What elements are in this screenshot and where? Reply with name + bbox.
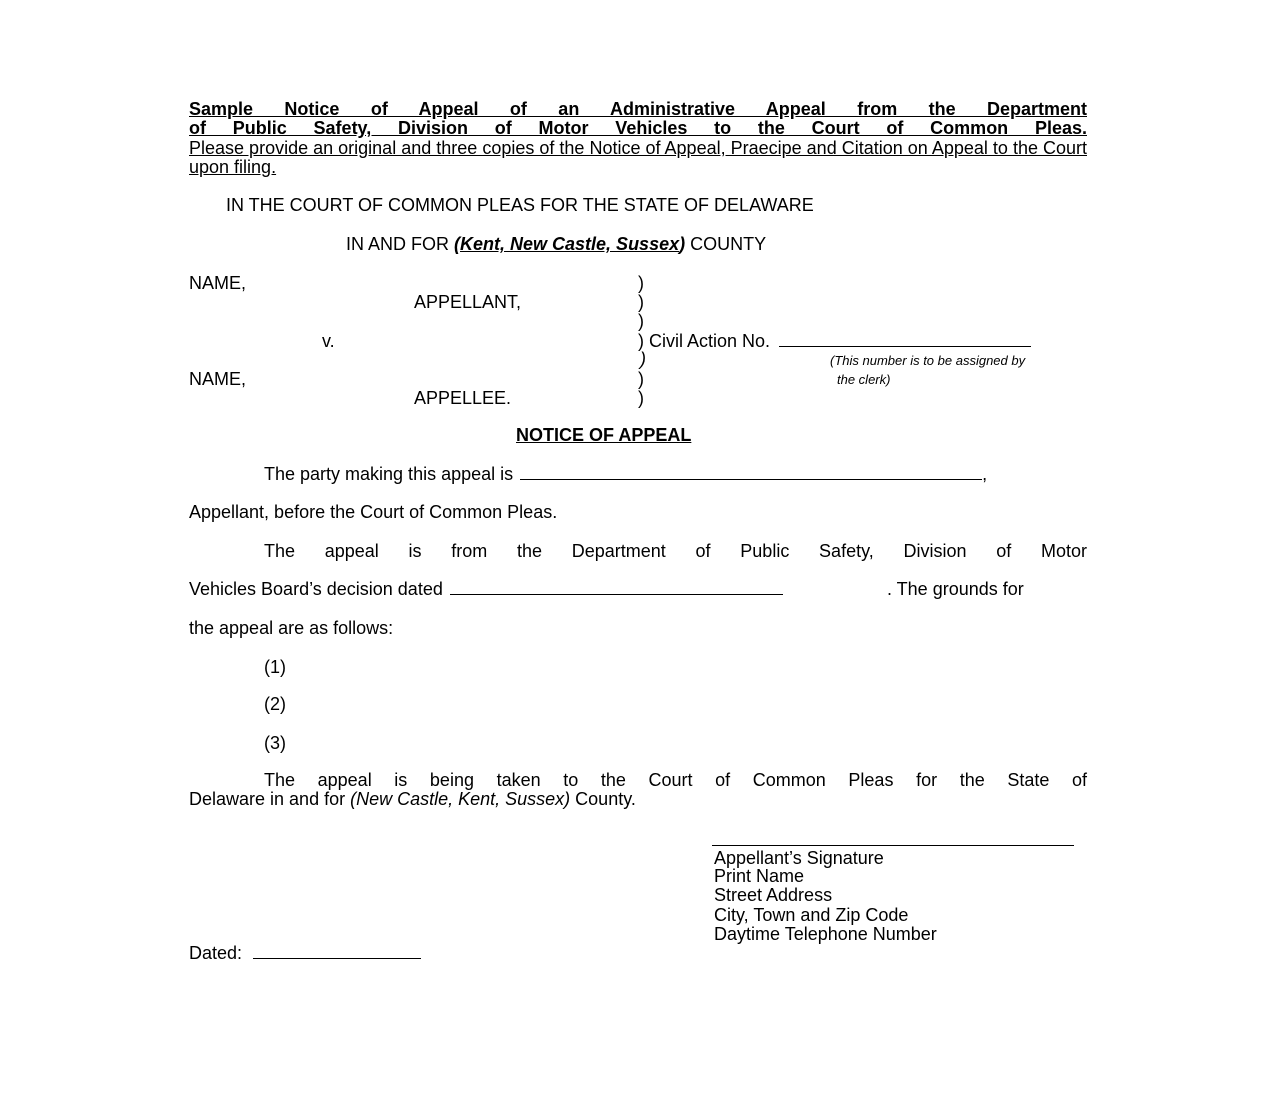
decision-date-blank[interactable] <box>450 580 783 595</box>
dated-row <box>189 943 421 963</box>
caption-paren: ) <box>638 388 644 408</box>
taken-to-line-1: The appeal is being taken to the Court of Common Pleas for the State of <box>264 770 1087 790</box>
civil-action-row <box>638 331 1031 351</box>
appellant-label: APPELLANT, <box>414 292 522 312</box>
ground-item: (2) <box>264 694 286 714</box>
party-name-blank[interactable] <box>520 465 982 480</box>
decision-line: Vehicles Board’s decision dated <box>189 579 783 599</box>
title-line-2: of Public Safety, Division of Motor Vehicles to the Court of Common Pleas. <box>189 118 1087 138</box>
dated-label: Dated: <box>189 943 243 963</box>
civil-action-number-blank[interactable] <box>779 332 1031 347</box>
clerk-note-line-2: the clerk) <box>837 372 891 387</box>
appellant-name: NAME, <box>189 273 247 293</box>
appellee-label: APPELLEE. <box>414 388 512 408</box>
ground-item: (1) <box>264 657 286 677</box>
civil-action-label: ) Civil Action No. <box>638 331 771 351</box>
appellant-before-line: Appellant, before the Court of Common Pleas. <box>189 502 558 522</box>
filing-instruction: Please provide an original and three copies of the Notice of Appeal, Praecipe and Citation on Appeal to the Court upon filing. <box>189 138 1087 177</box>
party-line: The party making this appeal is , <box>264 464 988 484</box>
ground-item: (3) <box>264 733 286 753</box>
signature-line[interactable] <box>712 845 1074 846</box>
caption-paren: ) <box>638 273 644 293</box>
title-line-1: Sample Notice of Appeal of an Administrative Appeal from the Department <box>189 99 1087 119</box>
caption-paren: ) <box>638 292 644 312</box>
appeal-from-line: The appeal is from the Department of Public Safety, Division of Motor <box>264 541 1087 561</box>
grounds-for-text: . The grounds for <box>887 579 1024 599</box>
county-choice: (New Castle, Kent, Sussex) <box>350 789 571 809</box>
signature-label: Appellant’s Signature <box>714 848 884 868</box>
print-name-label: Print Name <box>714 866 805 886</box>
city-zip-label: City, Town and Zip Code <box>714 905 909 925</box>
caption-paren: ) <box>638 311 644 331</box>
county-options: Kent, New Castle, Sussex <box>460 234 680 254</box>
caption-paren: ) <box>640 349 646 369</box>
notice-heading: NOTICE OF APPEAL <box>516 425 692 445</box>
dated-blank[interactable] <box>253 944 421 959</box>
caption-paren: ) <box>638 369 644 389</box>
telephone-label: Daytime Telephone Number <box>714 924 937 944</box>
grounds-intro: the appeal are as follows: <box>189 618 394 638</box>
street-address-label: Street Address <box>714 885 833 905</box>
taken-to-line-2: Delaware in and for (New Castle, Kent, Sussex) County. <box>189 789 636 809</box>
versus-label: v. <box>322 331 335 351</box>
county-heading: IN AND FOR (Kent, New Castle, Sussex) COUNTY <box>346 234 767 254</box>
clerk-note-line-1: (This number is to be assigned by <box>830 353 1026 368</box>
appellee-name: NAME, <box>189 369 247 389</box>
court-heading: IN THE COURT OF COMMON PLEAS FOR THE STATE OF DELAWARE <box>226 195 814 215</box>
